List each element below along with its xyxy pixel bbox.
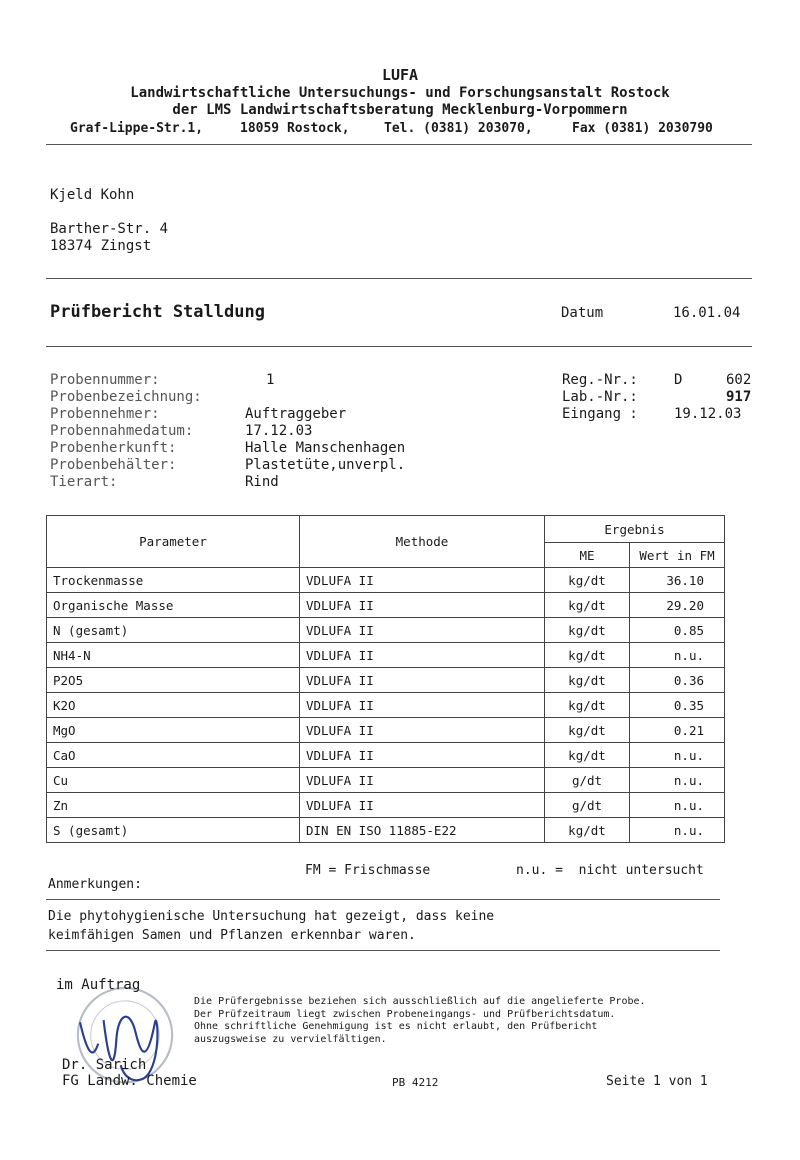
- cell-parameter: Cu: [47, 768, 300, 793]
- col-methode: Methode: [300, 516, 545, 568]
- disclaimer-line3: Ohne schriftliche Genehmigung ist es nicht erlaubt, den Prüfbericht: [194, 1021, 598, 1032]
- sample-label: Probennahmedatum:: [50, 423, 194, 439]
- col-wert: Wert in FM: [630, 543, 725, 568]
- cell-methode: VDLUFA II: [300, 743, 545, 768]
- col-parameter: Parameter: [47, 516, 300, 568]
- table-row: [47, 643, 725, 668]
- signer-name: Dr. Sarich: [62, 1057, 147, 1073]
- recipient-divider: [46, 278, 752, 279]
- legend-fm: FM = Frischmasse: [305, 863, 431, 878]
- cell-methode: VDLUFA II: [300, 643, 545, 668]
- lab-value: 917: [726, 389, 752, 405]
- date-label: Datum: [561, 305, 604, 321]
- sample-label: Probenherkunft:: [50, 440, 177, 456]
- org-tel: Tel. (0381) 203070,: [384, 121, 533, 136]
- eingang-label: Eingang :: [562, 406, 638, 422]
- reg-prefix: D: [674, 372, 683, 388]
- sample-value: Halle Manschenhagen: [245, 440, 406, 456]
- date-value: 16.01.04: [673, 305, 741, 321]
- report-title: Prüfbericht Stalldung: [50, 302, 265, 322]
- cell-me: kg/dt: [545, 593, 630, 618]
- signer-dept: FG Landw. Chemie: [62, 1073, 197, 1089]
- cell-methode: DIN EN ISO 11885-E22: [300, 818, 545, 843]
- cell-methode: VDLUFA II: [300, 693, 545, 718]
- cell-me: kg/dt: [545, 618, 630, 643]
- cell-parameter: Trockenmasse: [47, 568, 300, 593]
- cell-wert: n.u.: [630, 818, 725, 843]
- sample-value: 1: [266, 372, 275, 388]
- table-row: [47, 793, 725, 818]
- sample-value: Rind: [245, 474, 279, 490]
- col-me: ME: [545, 543, 630, 568]
- cell-wert: 0.35: [630, 693, 725, 718]
- sample-label: Probennehmer:: [50, 406, 160, 422]
- cell-me: g/dt: [545, 768, 630, 793]
- org-fax: Fax (0381) 2030790: [572, 121, 713, 136]
- legend-nu: n.u. = nicht untersucht: [516, 863, 704, 878]
- cell-methode: VDLUFA II: [300, 793, 545, 818]
- title-divider: [46, 346, 752, 347]
- cell-wert: 0.21: [630, 718, 725, 743]
- cell-me: kg/dt: [545, 568, 630, 593]
- header-divider: [46, 144, 752, 145]
- sample-label: Probennummer:: [50, 372, 160, 388]
- disclaimer-line1: Die Prüfergebnisse beziehen sich ausschließlich auf die angelieferte Probe.: [194, 996, 646, 1007]
- cell-me: kg/dt: [545, 743, 630, 768]
- recipient-city: 18374 Zingst: [50, 238, 152, 254]
- document-code: PB 4212: [392, 1076, 439, 1089]
- cell-methode: VDLUFA II: [300, 768, 545, 793]
- table-row: [47, 568, 725, 593]
- cell-parameter: Organische Masse: [47, 593, 300, 618]
- cell-wert: n.u.: [630, 643, 725, 668]
- table-row: [47, 593, 725, 618]
- sample-label: Tierart:: [50, 474, 118, 490]
- table-row: [47, 693, 725, 718]
- cell-me: kg/dt: [545, 818, 630, 843]
- table-row: [47, 768, 725, 793]
- cell-wert: n.u.: [630, 743, 725, 768]
- cell-me: kg/dt: [545, 643, 630, 668]
- sample-value: Plastetüte,unverpl.: [245, 457, 406, 473]
- cell-parameter: MgO: [47, 718, 300, 743]
- sample-value: Auftraggeber: [245, 406, 347, 422]
- cell-parameter: S (gesamt): [47, 818, 300, 843]
- cell-wert: n.u.: [630, 793, 725, 818]
- cell-parameter: Zn: [47, 793, 300, 818]
- remarks-line1: Die phytohygienische Untersuchung hat gezeigt, dass keine: [48, 909, 495, 924]
- cell-wert: 0.85: [630, 618, 725, 643]
- sample-label: Probenbehälter:: [50, 457, 177, 473]
- col-ergebnis: Ergebnis: [545, 516, 725, 543]
- im-auftrag: im Auftrag: [56, 977, 141, 993]
- reg-value: 602: [726, 372, 752, 388]
- cell-parameter: N (gesamt): [47, 618, 300, 643]
- cell-parameter: K2O: [47, 693, 300, 718]
- org-line1: Landwirtschaftliche Untersuchungs- und Forschungsanstalt Rostock: [130, 85, 670, 101]
- table-row: [47, 818, 725, 843]
- cell-methode: VDLUFA II: [300, 618, 545, 643]
- cell-wert: n.u.: [630, 768, 725, 793]
- cell-wert: 0.36: [630, 668, 725, 693]
- table-row: [47, 618, 725, 643]
- cell-methode: VDLUFA II: [300, 718, 545, 743]
- cell-methode: VDLUFA II: [300, 568, 545, 593]
- results-table: [46, 515, 725, 843]
- org-short-name: LUFA: [381, 66, 419, 84]
- cell-parameter: P2O5: [47, 668, 300, 693]
- reg-label: Reg.-Nr.:: [562, 372, 638, 388]
- sample-label: Probenbezeichnung:: [50, 389, 202, 405]
- cell-wert: 29.20: [630, 593, 725, 618]
- recipient-name: Kjeld Kohn: [50, 187, 135, 203]
- lab-label: Lab.-Nr.:: [562, 389, 638, 405]
- org-address: Graf-Lippe-Str.1,: [70, 121, 204, 136]
- remarks-divider-bottom: [46, 950, 720, 951]
- recipient-street: Barther-Str. 4: [50, 221, 169, 237]
- eingang-value: 19.12.03: [674, 406, 742, 422]
- sample-value: 17.12.03: [245, 423, 313, 439]
- page-info: Seite 1 von 1: [606, 1074, 708, 1089]
- org-line2: der LMS Landwirtschaftsberatung Mecklenburg-Vorpommern: [172, 102, 628, 118]
- table-row: [47, 718, 725, 743]
- remarks-label: Anmerkungen:: [48, 877, 142, 892]
- disclaimer-line2: Der Prüfzeitraum liegt zwischen Probeneingangs- und Prüfberichtsdatum.: [194, 1009, 616, 1020]
- org-zip-city: 18059 Rostock,: [240, 121, 350, 136]
- cell-parameter: CaO: [47, 743, 300, 768]
- table-row: [47, 743, 725, 768]
- cell-me: kg/dt: [545, 718, 630, 743]
- cell-me: g/dt: [545, 793, 630, 818]
- cell-methode: VDLUFA II: [300, 593, 545, 618]
- cell-wert: 36.10: [630, 568, 725, 593]
- cell-me: kg/dt: [545, 693, 630, 718]
- remarks-line2: keimfähigen Samen und Pflanzen erkennbar waren.: [48, 928, 416, 943]
- table-row: [47, 668, 725, 693]
- cell-parameter: NH4-N: [47, 643, 300, 668]
- cell-methode: VDLUFA II: [300, 668, 545, 693]
- remarks-divider-top: [46, 899, 720, 900]
- cell-me: kg/dt: [545, 668, 630, 693]
- disclaimer-line4: auszugsweise zu vervielfältigen.: [194, 1034, 387, 1045]
